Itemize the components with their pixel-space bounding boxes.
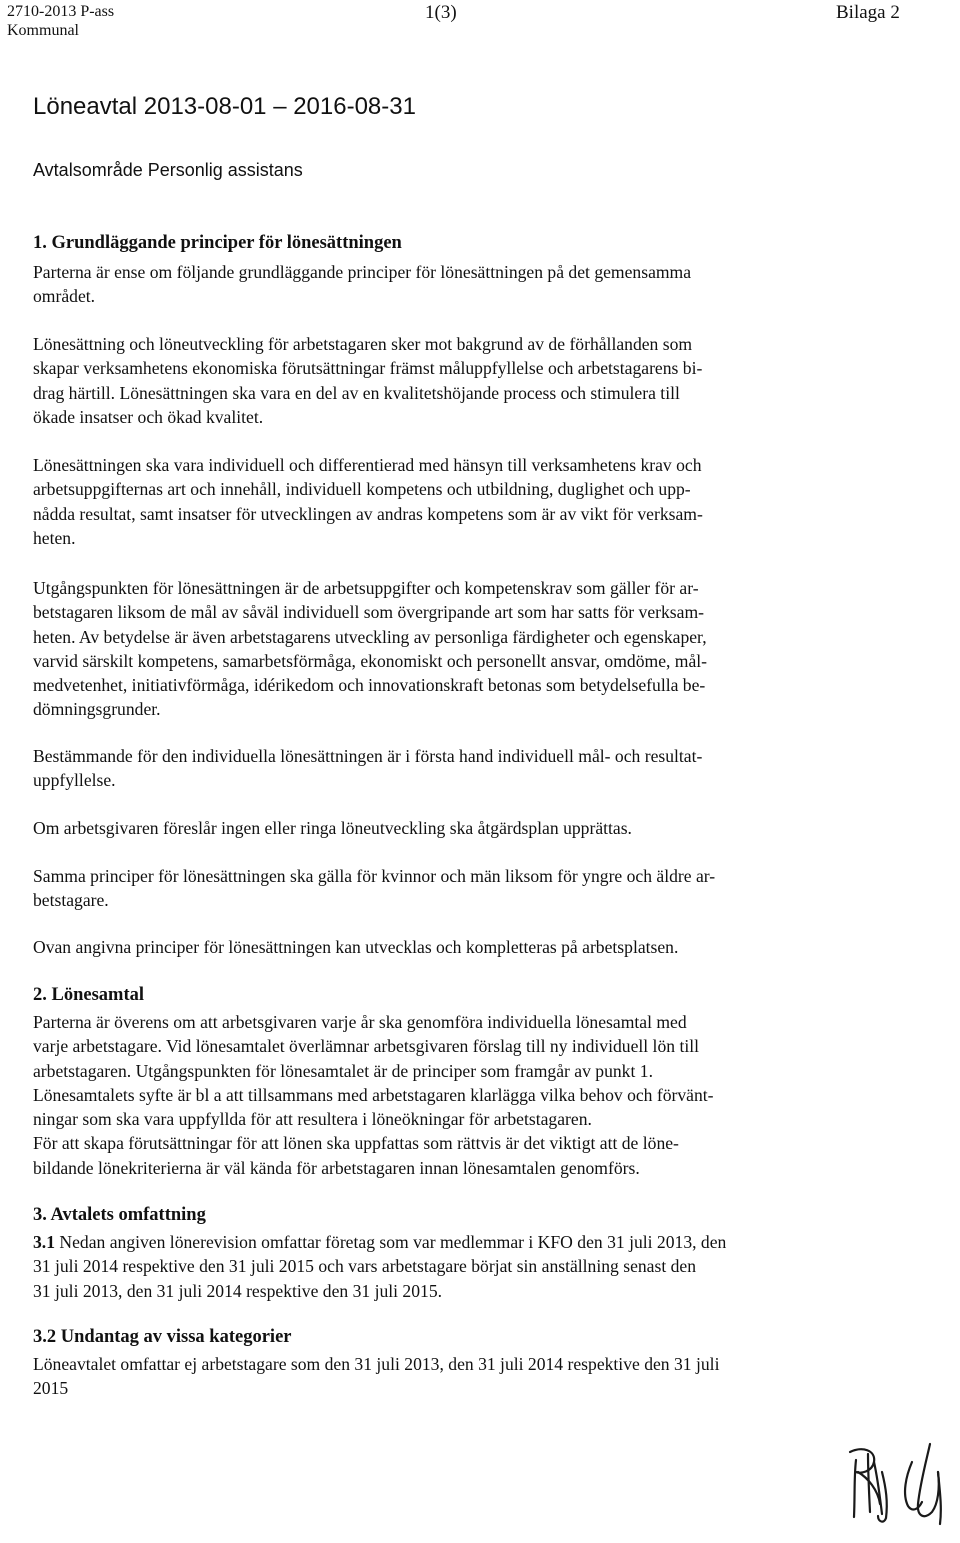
- text-line: Utgångspunkten för lönesättningen är de arbetsuppgifter och kompetenskrav som gäller för ar-: [33, 578, 699, 598]
- section-3-2-heading: 3.2 Undantag av vissa kategorier: [33, 1327, 292, 1347]
- section-1-paragraph-6: [33, 864, 913, 913]
- text-line: heten. Av betydelse är även arbetstagarens utveckling av personliga färdigheter och egenskaper,: [33, 626, 707, 647]
- text-line: ningar som ska vara uppfyllda för att resultera i löneökningar för arbetstagaren.: [33, 1109, 592, 1130]
- handwritten-initials: [842, 1432, 952, 1532]
- text-line: Lönesamtalets syfte är bl a att tillsammans med arbetstagaren klarlägga vilka behov och förvänt-: [33, 1084, 714, 1105]
- header-reference: [7, 2, 114, 40]
- text-line: varvid särskilt kompetens, samarbetsförmåga, ekonomiskt och personellt ansvar, omdöme, mål-: [33, 650, 708, 671]
- header-ref-line2: Kommunal: [7, 22, 79, 39]
- text-line: betstagare.: [33, 890, 109, 911]
- text-line: 2015: [33, 1378, 69, 1399]
- document-subtitle: Avtalsområde Personlig assistans: [33, 160, 303, 180]
- section-1-paragraph-5: [33, 816, 913, 840]
- text-line: skapar verksamhetens ekonomiska förutsättningar främst måluppfyllelse och arbetstagarens bi-: [33, 358, 703, 379]
- section-2-heading: 2. Lönesamtal: [33, 985, 144, 1005]
- text-line: Löneavtalet omfattar ej arbetstagare som den 31 juli 2013, den 31 juli 2014 respektive den 31 juli: [33, 1354, 720, 1374]
- text-line: dömningsgrunder.: [33, 699, 161, 720]
- text-line: uppfyllelse.: [33, 770, 116, 791]
- text-line: Parterna är ense om följande grundläggande principer för lönesättningen på det gemensamma: [33, 262, 692, 282]
- text-line: 31 juli 2014 respektive den 31 juli 2015 och vars arbetstagare börjat sin anställning senast den: [33, 1256, 697, 1277]
- text-line: ökade insatser och ökad kvalitet.: [33, 406, 264, 427]
- subsection-number: 3.1: [33, 1232, 55, 1252]
- section-3-1-body: [33, 1230, 913, 1303]
- page-number: 1(3): [425, 2, 457, 23]
- text-line: [33, 1230, 913, 1254]
- text-line: bildande lönekriterierna är väl kända för arbetstagaren innan lönesamtalen genomförs.: [33, 1157, 640, 1178]
- header-ref-line1: 2710-2013 P-ass: [7, 3, 115, 20]
- text-line: drag härtill. Lönesättningen ska vara en del av en kvalitetshöjande process och stimulera till: [33, 382, 680, 403]
- section-1-paragraph-4: [33, 744, 913, 793]
- text-line: heten.: [33, 527, 76, 548]
- section-3-heading: 3. Avtalets omfattning: [33, 1205, 206, 1225]
- text-line: arbetstagaren. Utgångspunkten för lönesamtalet är de principer som framgår av punkt 1.: [33, 1060, 653, 1081]
- section-2-body: [33, 1010, 913, 1180]
- section-1-paragraph-2: [33, 453, 913, 550]
- text-line: Parterna är överens om att arbetsgivaren varje år ska genomföra individuella lönesamtal med: [33, 1012, 687, 1032]
- document-title: Löneavtal 2013-08-01 – 2016-08-31: [33, 93, 416, 120]
- section-1-paragraph-1: [33, 332, 913, 429]
- text-line: Samma principer för lönesättningen ska gälla för kvinnor och män liksom för yngre och äldre ar-: [33, 866, 716, 886]
- text-line: nådda resultat, samt insatser för utvecklingen av andras kompetens som är av vikt för verksam-: [33, 503, 703, 524]
- text-line: medvetenhet, initiativförmåga, idérikedom och innovationskraft betonas som betydelsefulla be-: [33, 675, 706, 696]
- section-1-intro: [33, 260, 913, 309]
- text-line: betstagaren liksom de mål av såväl individuell som övergripande art som har satts för verksam-: [33, 602, 704, 623]
- attachment-label: Bilaga 2: [836, 2, 900, 23]
- text-line: Bestämmande för den individuella lönesättningen är i första hand individuell mål- och resultat-: [33, 746, 703, 766]
- text-line: Om arbetsgivaren föreslår ingen eller ringa löneutveckling ska åtgärdsplan upprättas.: [33, 818, 632, 838]
- section-1-paragraph-3: [33, 576, 913, 722]
- text-line: Lönesättningen ska vara individuell och differentierad med hänsyn till verksamhetens krav och: [33, 455, 702, 475]
- subsection-first-line: Nedan angiven lönerevision omfattar företag som var medlemmar i KFO den 31 juli 2013, den: [55, 1232, 727, 1252]
- text-line: varje arbetstagare. Vid lönesamtalet överlämnar arbetsgivaren förslag till ny individuell lön till: [33, 1036, 699, 1057]
- text-line: arbetsuppgifternas art och innehåll, individuell kompetens och utbildning, duglighet och upp-: [33, 479, 691, 500]
- text-line: Lönesättning och löneutveckling för arbetstagaren sker mot bakgrund av de förhållanden som: [33, 334, 693, 354]
- text-line: Ovan angivna principer för lönesättningen kan utvecklas och kompletteras på arbetsplatsen.: [33, 937, 679, 957]
- text-line: För att skapa förutsättningar för att lönen ska uppfattas som rättvis är det viktigt att de löne-: [33, 1133, 679, 1154]
- section-1-heading: 1. Grundläggande principer för lönesättningen: [33, 233, 402, 253]
- text-line: 31 juli 2013, den 31 juli 2014 respektive den 31 juli 2015.: [33, 1280, 443, 1301]
- section-1-paragraph-7: [33, 935, 913, 959]
- section-3-2-body: [33, 1352, 913, 1401]
- text-line: området.: [33, 286, 96, 307]
